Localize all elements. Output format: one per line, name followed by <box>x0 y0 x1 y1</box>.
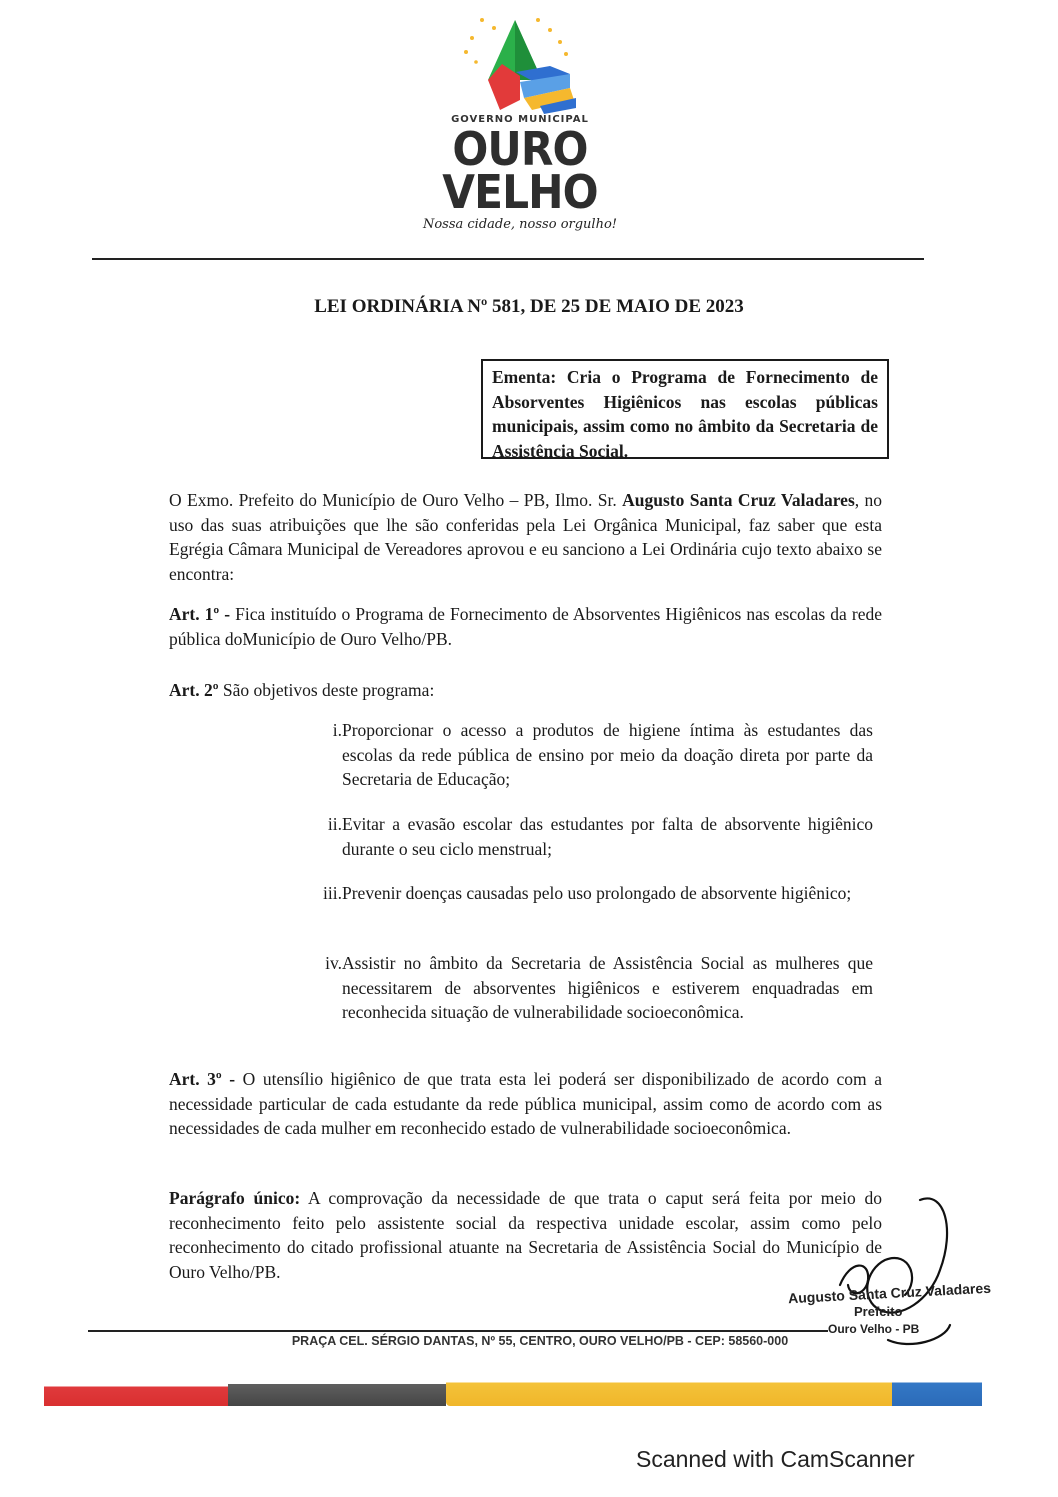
signature-place: Ouro Velho - PB <box>828 1322 920 1336</box>
intro-paragraph <box>169 488 882 586</box>
document-title-text: LEI ORDINÁRIA Nº 581, DE 25 DE MAIO DE 2023 <box>314 296 744 317</box>
footer-band-red <box>44 1380 228 1406</box>
list-item-number: iv. <box>325 953 342 973</box>
article-2-label: Art. 2º <box>169 680 219 700</box>
intro-text-after: , no uso das suas atribuições que lhe são conferidas pela Lei Orgânica Municipal, faz saber que esta Egrégia Câmara Municipal de Vereadores aprovou e eu sanciono a Lei Ordinária cujo texto abaixo se encontra: <box>169 490 883 584</box>
logo-header-line: GOVERNO MUNICIPAL <box>451 114 589 125</box>
logo-emblem-icon <box>420 14 620 119</box>
logo-name-line2: VELHO <box>442 165 598 219</box>
signature-name: Augusto Santa Cruz Valadares <box>787 1279 992 1307</box>
article-1-label: Art. 1º - <box>169 604 231 624</box>
ementa-box: Ementa: Cria o Programa de Fornecimento de Absorventes Higiênicos nas escolas públicas municipais, assim como no âmbito da Secretaria de Assistência Social. <box>481 359 889 459</box>
footer-band-gray <box>228 1380 446 1406</box>
scanner-watermark: Scanned with CamScanner <box>636 1446 915 1472</box>
article-2-text: São objetivos deste programa: <box>218 680 435 700</box>
list-item-number: i. <box>332 720 342 740</box>
article-3-label: Art. 3º - <box>169 1069 236 1089</box>
article-3-text: O utensílio higiênico de que trata esta lei poderá ser disponibilizado de acordo com a necessidade particular de cada estudante da rede pública municipal, assim como de acordo com as necessidades de cada mulher em reconhecido estado de vulnerabilidade socioeconômica. <box>169 1069 882 1138</box>
document-title <box>0 296 1058 318</box>
paragrafo-unico-label: Parágrafo único: <box>169 1188 301 1208</box>
list-item-text: Evitar a evasão escolar das estudantes por falta de absorvente higiênico durante o seu ciclo menstrual; <box>342 814 873 859</box>
list-item-number: ii. <box>327 814 342 834</box>
article-1 <box>169 602 882 651</box>
header-divider <box>92 258 924 260</box>
article-1-text: Fica instituído o Programa de Fornecimento de Absorventes Higiênicos nas escolas da rede pública doMunicípio de Ouro Velho/PB. <box>169 604 882 649</box>
logo-name-line1: OURO <box>452 122 588 176</box>
footer-band-yellow <box>446 1380 892 1406</box>
logo-slogan: Nossa cidade, nosso orgulho! <box>422 217 618 232</box>
footer-address: PRAÇA CEL. SÉRGIO DANTAS, Nº 55, CENTRO, OURO VELHO/PB - CEP: 58560-000 <box>291 1334 789 1348</box>
footer-band-blue <box>892 1380 982 1406</box>
list-item-text: Proporcionar o acesso a produtos de higiene íntima às estudantes das escolas da rede pública de ensino por meio da doação direta por parte da Secretaria de Educação; <box>342 720 873 789</box>
list-item-text: Assistir no âmbito da Secretaria de Assistência Social as mulheres que necessitarem de absorventes higiênicos e estiverem enquadradas em reconhecida situação de vulnerabilidade socioeconômica. <box>342 953 873 1022</box>
intro-text-before: O Exmo. Prefeito do Município de Ouro Velho – PB, Ilmo. Sr. <box>169 490 623 510</box>
footer-divider <box>88 1330 828 1332</box>
paragrafo-unico-text: A comprovação da necessidade de que trata o caput será feita por meio do reconhecimento feito pelo assistente social da respectiva unidade escolar, assim como pelo reconhecimento do citado profissional atuante na Secretaria de Assistência Social do Município de Ouro Velho/PB. <box>169 1188 882 1282</box>
mayor-name: Augusto Santa Cruz Valadares <box>622 490 855 510</box>
article-3 <box>169 1067 882 1141</box>
article-2 <box>169 678 882 703</box>
list-item-number: iii. <box>323 883 342 903</box>
signature-role: Prefeito <box>854 1304 903 1319</box>
municipal-logo <box>420 14 620 249</box>
list-item-text: Prevenir doenças causadas pelo uso prolongado de absorvente higiênico; <box>342 883 852 903</box>
